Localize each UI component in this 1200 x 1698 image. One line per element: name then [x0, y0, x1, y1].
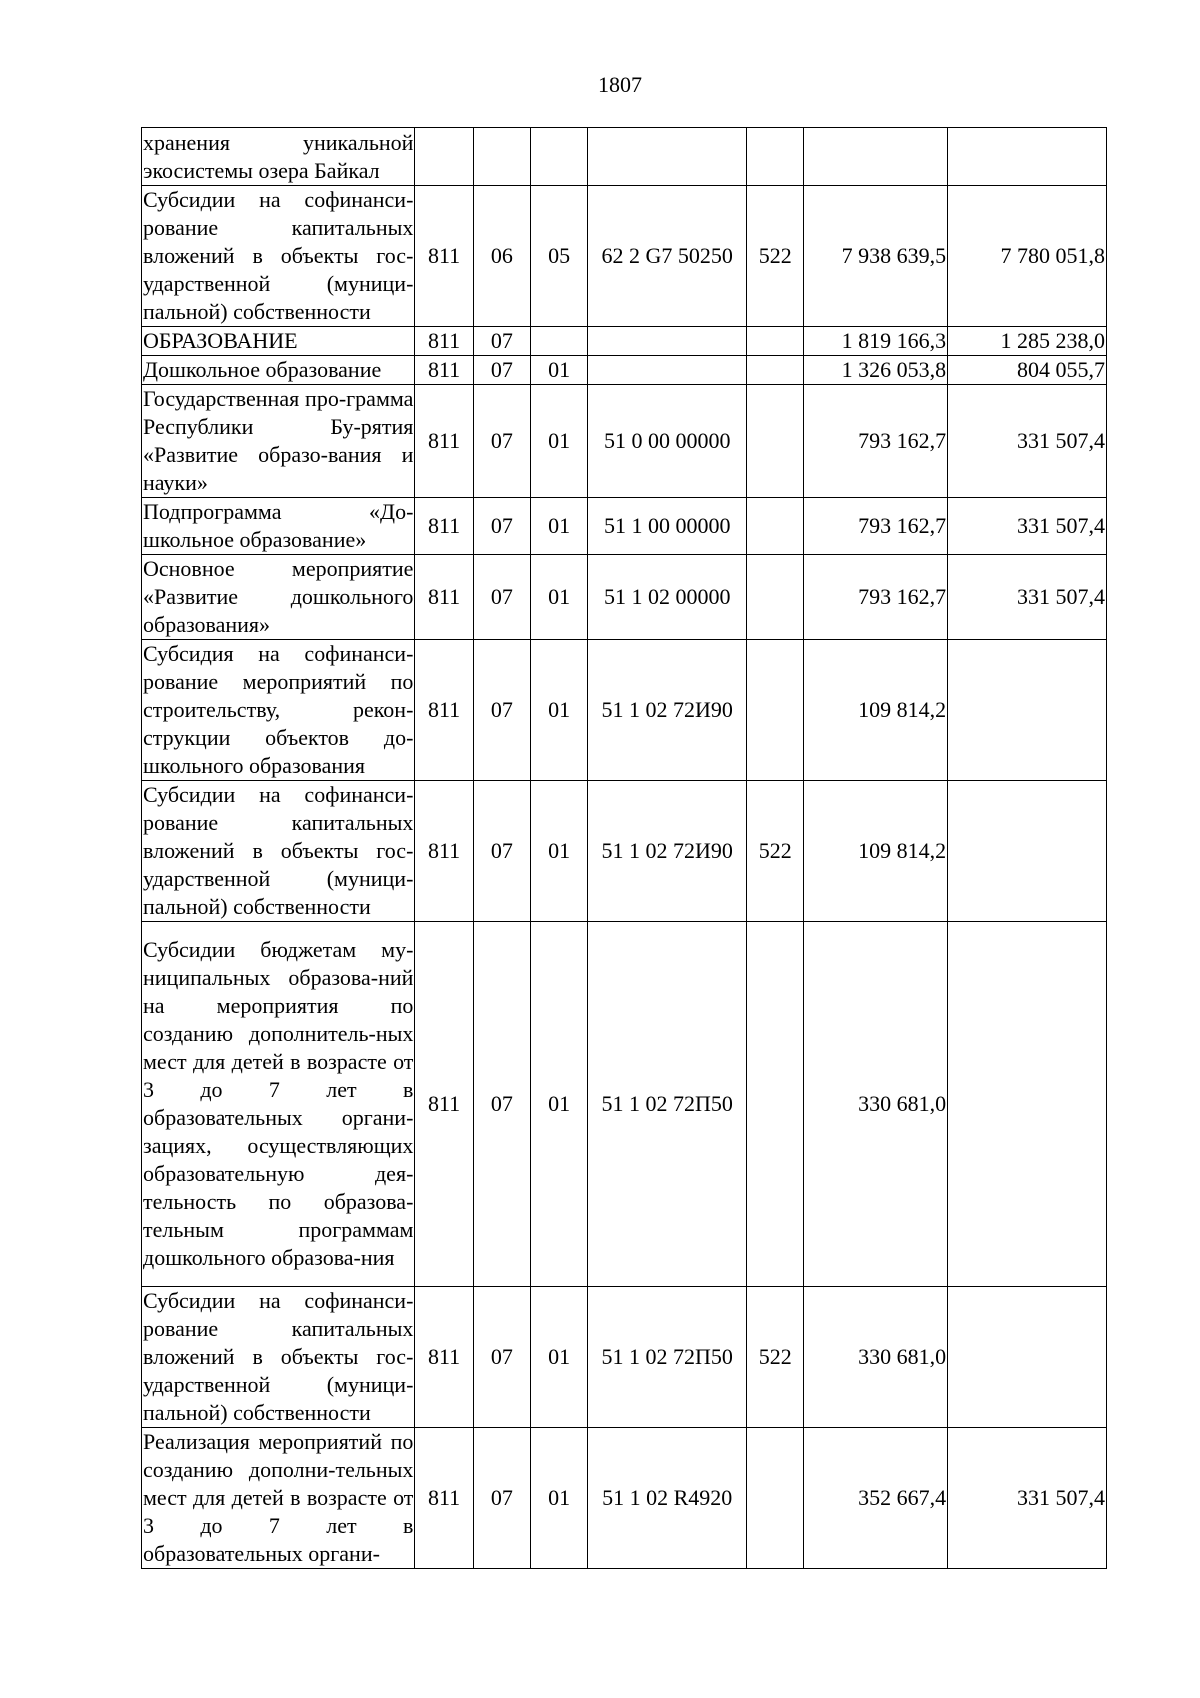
row-amount-1-cell: 793 162,7 — [804, 498, 948, 555]
row-subsection-cell: 01 — [531, 498, 588, 555]
row-amount-1-cell: 1 326 053,8 — [804, 356, 948, 385]
row-name-cell: Субсидии на софинанси-рование капитальных вложений в объекты гос-ударственной (муници-пальной) собственности — [142, 186, 415, 327]
row-gov-code-cell: 811 — [415, 186, 473, 327]
row-section-cell: 07 — [473, 385, 530, 498]
row-name-cell: Реализация мероприятий по созданию дополни-тельных мест для детей в возрасте от 3 до 7 лет в образовательных органи- — [142, 1428, 415, 1569]
row-target-article-cell: 51 1 02 72П50 — [588, 1287, 747, 1428]
row-section-cell: 07 — [473, 327, 530, 356]
row-subsection-cell: 01 — [531, 1428, 588, 1569]
row-gov-code-cell: 811 — [415, 922, 473, 1287]
row-amount-2-cell — [948, 781, 1107, 922]
row-amount-2-cell: 331 507,4 — [948, 498, 1107, 555]
table-row — [142, 186, 1107, 327]
table-row — [142, 781, 1107, 922]
row-gov-code-cell: 811 — [415, 1287, 473, 1428]
row-expense-type-cell — [747, 640, 804, 781]
row-amount-2-cell — [948, 640, 1107, 781]
row-target-article-cell: 51 0 00 00000 — [588, 385, 747, 498]
row-amount-1-cell: 1 819 166,3 — [804, 327, 948, 356]
table-row — [142, 128, 1107, 186]
row-amount-1-cell: 109 814,2 — [804, 781, 948, 922]
row-amount-2-cell — [948, 1287, 1107, 1428]
row-name-cell: хранения уникальной экосистемы озера Байкал — [142, 128, 415, 186]
row-target-article-cell: 51 1 00 00000 — [588, 498, 747, 555]
table-row — [142, 922, 1107, 1287]
row-amount-1-cell: 793 162,7 — [804, 555, 948, 640]
row-name-cell: Субсидии на софинанси-рование капитальных вложений в объекты гос-ударственной (муници-пальной) собственности — [142, 1287, 415, 1428]
row-target-article-cell — [588, 356, 747, 385]
table-row — [142, 356, 1107, 385]
row-expense-type-cell — [747, 555, 804, 640]
row-expense-type-cell: 522 — [747, 1287, 804, 1428]
row-section-cell — [473, 128, 530, 186]
row-section-cell: 07 — [473, 1287, 530, 1428]
row-section-cell: 07 — [473, 922, 530, 1287]
row-target-article-cell: 51 1 02 72И90 — [588, 781, 747, 922]
row-target-article-cell — [588, 327, 747, 356]
row-name-cell: Дошкольное образование — [142, 356, 415, 385]
table-row — [142, 498, 1107, 555]
row-expense-type-cell — [747, 327, 804, 356]
row-expense-type-cell — [747, 356, 804, 385]
row-amount-1-cell: 7 938 639,5 — [804, 186, 948, 327]
row-amount-2-cell: 1 285 238,0 — [948, 327, 1107, 356]
row-section-cell: 07 — [473, 1428, 530, 1569]
budget-table — [141, 127, 1107, 1569]
row-gov-code-cell: 811 — [415, 498, 473, 555]
row-amount-1-cell: 793 162,7 — [804, 385, 948, 498]
row-amount-1-cell: 352 667,4 — [804, 1428, 948, 1569]
table-row — [142, 1428, 1107, 1569]
row-name-cell: Субсидии на софинанси-рование капитальных вложений в объекты гос-ударственной (муници-пальной) собственности — [142, 781, 415, 922]
row-amount-2-cell: 331 507,4 — [948, 1428, 1107, 1569]
row-expense-type-cell: 522 — [747, 781, 804, 922]
row-amount-1-cell: 330 681,0 — [804, 1287, 948, 1428]
row-section-cell: 07 — [473, 781, 530, 922]
row-gov-code-cell: 811 — [415, 327, 473, 356]
row-section-cell: 07 — [473, 640, 530, 781]
row-subsection-cell: 01 — [531, 385, 588, 498]
row-amount-2-cell — [948, 128, 1107, 186]
table-row — [142, 385, 1107, 498]
row-subsection-cell: 01 — [531, 1287, 588, 1428]
row-subsection-cell: 01 — [531, 781, 588, 922]
row-gov-code-cell: 811 — [415, 385, 473, 498]
row-expense-type-cell — [747, 922, 804, 1287]
row-section-cell: 07 — [473, 498, 530, 555]
row-amount-1-cell — [804, 128, 948, 186]
row-amount-2-cell: 804 055,7 — [948, 356, 1107, 385]
row-section-cell: 06 — [473, 186, 530, 327]
row-subsection-cell: 05 — [531, 186, 588, 327]
row-name-cell: Субсидии бюджетам му-ниципальных образова-ний на мероприятия по созданию дополнитель-ных мест для детей в возрасте от 3 до 7 лет в образовательных органи-зациях, осуществляющих образовательную дея-тельность по образова-тельным программам дошкольного образова-ния — [142, 922, 415, 1287]
row-expense-type-cell — [747, 1428, 804, 1569]
budget-table-body — [142, 128, 1107, 1569]
row-name-cell: ОБРАЗОВАНИЕ — [142, 327, 415, 356]
row-name-cell: Государственная про-грамма Республики Бу-рятия «Развитие образо-вания и науки» — [142, 385, 415, 498]
row-subsection-cell: 01 — [531, 640, 588, 781]
row-amount-2-cell: 331 507,4 — [948, 555, 1107, 640]
row-amount-1-cell: 330 681,0 — [804, 922, 948, 1287]
table-row — [142, 555, 1107, 640]
row-subsection-cell — [531, 128, 588, 186]
row-amount-2-cell: 7 780 051,8 — [948, 186, 1107, 327]
row-amount-2-cell — [948, 922, 1107, 1287]
row-subsection-cell: 01 — [531, 555, 588, 640]
row-name-cell: Основное мероприятие «Развитие дошкольного образования» — [142, 555, 415, 640]
row-name-cell: Субсидия на софинанси-рование мероприятий по строительству, рекон-струкции объектов до-школьного образования — [142, 640, 415, 781]
row-expense-type-cell — [747, 128, 804, 186]
row-target-article-cell: 62 2 G7 50250 — [588, 186, 747, 327]
row-name-cell: Подпрограмма «До-школьное образование» — [142, 498, 415, 555]
row-expense-type-cell: 522 — [747, 186, 804, 327]
row-expense-type-cell — [747, 498, 804, 555]
row-subsection-cell: 01 — [531, 922, 588, 1287]
row-gov-code-cell: 811 — [415, 640, 473, 781]
row-target-article-cell: 51 1 02 72П50 — [588, 922, 747, 1287]
page-number: 1807 — [598, 72, 642, 97]
row-expense-type-cell — [747, 385, 804, 498]
row-amount-1-cell: 109 814,2 — [804, 640, 948, 781]
row-amount-2-cell: 331 507,4 — [948, 385, 1107, 498]
row-target-article-cell — [588, 128, 747, 186]
row-target-article-cell: 51 1 02 R4920 — [588, 1428, 747, 1569]
row-gov-code-cell — [415, 128, 473, 186]
row-target-article-cell: 51 1 02 72И90 — [588, 640, 747, 781]
table-row — [142, 327, 1107, 356]
table-row — [142, 1287, 1107, 1428]
row-subsection-cell — [531, 327, 588, 356]
row-section-cell: 07 — [473, 356, 530, 385]
row-gov-code-cell: 811 — [415, 1428, 473, 1569]
row-target-article-cell: 51 1 02 00000 — [588, 555, 747, 640]
row-section-cell: 07 — [473, 555, 530, 640]
row-gov-code-cell: 811 — [415, 356, 473, 385]
table-row — [142, 640, 1107, 781]
row-gov-code-cell: 811 — [415, 555, 473, 640]
row-gov-code-cell: 811 — [415, 781, 473, 922]
row-subsection-cell: 01 — [531, 356, 588, 385]
